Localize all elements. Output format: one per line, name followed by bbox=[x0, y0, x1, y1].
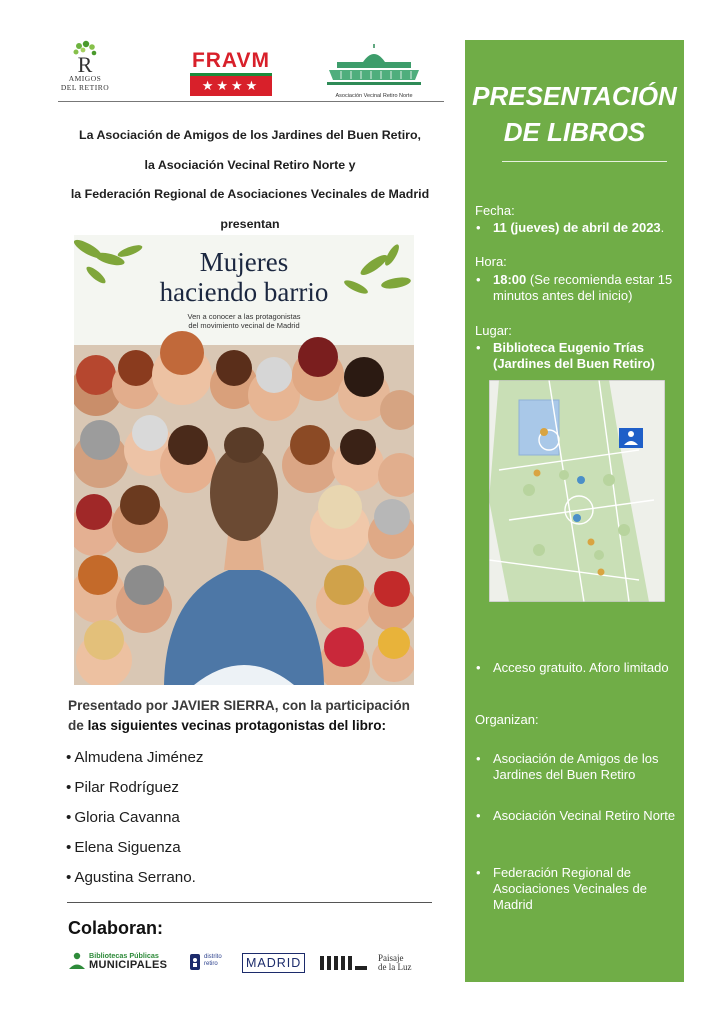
colaboran-heading: Colaboran: bbox=[68, 918, 164, 938]
presenter-text bbox=[68, 696, 448, 736]
bibliotecas-text-2: MUNICIPALES bbox=[89, 959, 168, 971]
sponsor-logos bbox=[68, 950, 428, 976]
amigos-del-retiro-logo bbox=[52, 40, 118, 98]
lugar-line-1: Biblioteca Eugenio Trías bbox=[493, 340, 644, 355]
palacio-cristal-icon bbox=[325, 42, 423, 88]
organizan-item bbox=[476, 751, 676, 783]
book-title-line-2: haciendo barrio bbox=[159, 277, 329, 307]
bullet-icon: • bbox=[476, 220, 481, 235]
event-info-panel bbox=[465, 40, 684, 982]
fecha-value: 11 (jueves) de abril de 2023 bbox=[493, 220, 661, 235]
acceso-item bbox=[476, 660, 676, 676]
list-item: • Pilar Rodríguez bbox=[66, 773, 446, 803]
bullet-icon: • bbox=[476, 272, 481, 287]
presenter-line-2 bbox=[68, 716, 448, 736]
hora-item bbox=[476, 272, 676, 304]
svg-text:R: R bbox=[77, 52, 93, 74]
bullet-icon: • bbox=[476, 660, 481, 675]
amigos-logo-text-1: AMIGOS bbox=[68, 74, 102, 83]
presenter-line-1: Presentado por JAVIER SIERRA, con la participación bbox=[68, 698, 410, 713]
presenter-highlight: las siguientes vecinas protagonistas del libro: bbox=[87, 718, 387, 733]
list-item: • Almudena Jiménez bbox=[66, 743, 446, 773]
book-title-line-1: Mujeres bbox=[199, 247, 289, 277]
bibliotecas-logo bbox=[68, 950, 174, 974]
organizan-text: Asociación de Amigos de los Jardines del Buen Retiro bbox=[493, 751, 659, 782]
panel-title-line-2: DE LIBROS bbox=[503, 117, 646, 147]
bibliotecas-text-1: Bibliotecas Públicas bbox=[89, 951, 159, 960]
bars-logo-icon bbox=[320, 956, 368, 970]
bullet-icon: • bbox=[476, 340, 481, 355]
bullet-icon: • bbox=[476, 865, 481, 880]
fravm-logo-text: FRAVM bbox=[191, 49, 271, 72]
intro-line-4: presentan bbox=[220, 216, 280, 231]
footer-divider bbox=[67, 902, 432, 903]
list-item: • Gloria Cavanna bbox=[66, 803, 446, 833]
hora-value: 18:00 bbox=[493, 272, 527, 287]
bullet-icon: • bbox=[476, 808, 481, 823]
fravm-star-band bbox=[190, 73, 272, 96]
list-item: • Agustina Serrano. bbox=[66, 863, 446, 893]
fecha-suffix: . bbox=[660, 220, 665, 235]
panel-divider bbox=[502, 161, 667, 162]
organizan-item bbox=[476, 865, 676, 913]
madrid-text: MADRID bbox=[242, 953, 305, 973]
intro-line-2: la Asociación Vecinal Retiro Norte y bbox=[144, 157, 356, 172]
lugar-item bbox=[476, 340, 676, 372]
hora-note: (Se recomienda estar 15 minutos antes del inicio) bbox=[493, 272, 673, 303]
presenter-prefix: de bbox=[68, 718, 88, 733]
organizan-item bbox=[476, 808, 676, 824]
paisaje-text-1: Paisaje bbox=[378, 953, 404, 963]
organizan-label: Organizan: bbox=[475, 712, 539, 727]
header-divider bbox=[58, 101, 444, 102]
distrito-text-1: distrito bbox=[204, 954, 222, 960]
lugar-line-2: (Jardines del Buen Retiro) bbox=[493, 356, 655, 371]
distrito-text bbox=[204, 954, 222, 968]
paisaje-text-2: de la Luz bbox=[378, 962, 412, 972]
madrid-bear-icon bbox=[190, 954, 200, 970]
panel-title bbox=[465, 78, 684, 150]
intro-line-3: la Federación Regional de Asociaciones Vecinales de Madrid bbox=[70, 187, 430, 201]
acceso-text: Acceso gratuito. Aforo limitado bbox=[493, 660, 669, 675]
fecha-item bbox=[476, 220, 676, 236]
reader-icon bbox=[68, 952, 86, 970]
tree-logo-icon bbox=[70, 40, 100, 74]
fravm-stars-icon: ★★★★ bbox=[201, 78, 261, 93]
location-map bbox=[489, 380, 665, 602]
organizan-text: Asociación Vecinal Retiro Norte bbox=[493, 808, 676, 823]
vecinas-list bbox=[66, 743, 446, 893]
header-logos bbox=[52, 40, 444, 102]
amigos-logo-text-2: DEL RETIRO bbox=[60, 83, 110, 92]
fravm-logo bbox=[190, 50, 272, 94]
lugar-label: Lugar: bbox=[475, 323, 512, 338]
book-subtitle-line-2: del movimiento vecinal de Madrid bbox=[188, 321, 300, 330]
list-item: • Elena Siguenza bbox=[66, 833, 446, 863]
intro-line-1: La Asociación de Amigos de los Jardines del Buen Retiro, bbox=[79, 128, 421, 142]
panel-title-line-1: PRESENTACIÓN bbox=[472, 81, 677, 111]
hora-label: Hora: bbox=[475, 254, 507, 269]
fecha-label: Fecha: bbox=[475, 203, 515, 218]
organizan-text: Federación Regional de Asociaciones Vecinales de Madrid bbox=[493, 865, 647, 912]
avrn-logo bbox=[325, 42, 423, 98]
paisaje-luz-logo bbox=[378, 954, 411, 972]
book-subtitle-line-1: Ven a conocer a las protagonistas bbox=[187, 312, 301, 321]
bullet-icon: • bbox=[476, 751, 481, 766]
distrito-text-2: retiro bbox=[204, 961, 218, 967]
madrid-distrito-logo bbox=[190, 953, 310, 973]
book-subtitle bbox=[74, 312, 414, 330]
avrn-logo-text: Asociación Vecinal Retiro Norte bbox=[335, 93, 413, 99]
book-cover bbox=[74, 235, 414, 685]
intro-text bbox=[40, 121, 460, 239]
